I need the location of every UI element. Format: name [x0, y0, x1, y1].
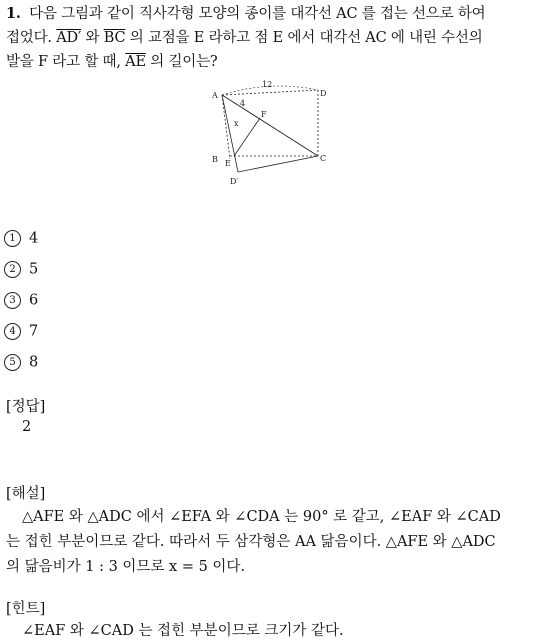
- label-d: D: [320, 89, 327, 98]
- answer-value: 2: [22, 419, 32, 435]
- choice-1-marker: 1: [4, 230, 21, 247]
- question-line-3: 발을 F 라고 할 때, $\overline{AE}$ 의 길이는?: [6, 54, 218, 70]
- label-e: E: [225, 159, 231, 168]
- segment-ad-prime: AD′: [56, 30, 82, 46]
- choice-3-marker: 3: [4, 292, 21, 309]
- choice-3[interactable]: 3 6: [4, 292, 38, 309]
- choice-1[interactable]: 1 4: [4, 230, 38, 247]
- explanation-line-3: 의 닮음비가 1 : 3 이므로 x = 5 이다.: [6, 559, 246, 575]
- question-number: 1.: [6, 5, 21, 22]
- choice-4[interactable]: 4 7: [4, 323, 38, 340]
- choice-5-marker: 5: [4, 354, 21, 371]
- segment-bc: $\overline{BC}$: [103, 30, 126, 46]
- edge-ad: [222, 90, 318, 95]
- hint-heading: [힌트]: [6, 601, 46, 617]
- label-c: C: [320, 154, 327, 163]
- explanation-line-1: △AFE 와 △ADC 에서 ∠EFA 와 ∠CDA 는 90° 로 같고, ∠EAF 와 ∠CAD: [22, 509, 501, 525]
- folded-rectangle-figure: [200, 80, 330, 190]
- label-b: B: [212, 155, 218, 164]
- question-line-1: 1. 다음 그림과 같이 직사각형 모양의 종이를 대각선 AC 를 접는 선으로 하여: [6, 5, 486, 22]
- question-text: [6, 2, 530, 74]
- choice-2[interactable]: 2 5: [4, 261, 38, 278]
- choice-2-marker: 2: [4, 261, 21, 278]
- question-line-2: 접었다. AD′ 와 $\overline{BC}$ 의 교점을 E 라하고 점 E 에서 대각선 AC 에 내린 수선의: [6, 30, 483, 46]
- edge-d-prime-c: [238, 156, 318, 172]
- explanation-text: [6, 505, 532, 580]
- choice-4-marker: 4: [4, 323, 21, 340]
- explanation-heading: [해설]: [6, 486, 46, 502]
- explanation-line-2: 는 접힌 부분이므로 같다. 따라서 두 삼각형은 AA 닮음이다. △AFE 와 △ADC: [6, 534, 496, 550]
- hint-text: ∠EAF 와 ∠CAD 는 접힌 부분이므로 크기가 같다.: [22, 623, 344, 639]
- label-a: A: [212, 91, 218, 100]
- label-d-prime: D′: [230, 177, 239, 186]
- label-4: 4: [240, 99, 246, 108]
- segment-ae: $\overline{AE}$: [125, 54, 146, 70]
- label-f: F: [261, 110, 267, 119]
- label-x: x: [234, 119, 239, 128]
- choice-5[interactable]: 5 8: [4, 354, 38, 371]
- answer-heading: [정답]: [6, 399, 46, 415]
- label-12: 12: [262, 80, 273, 89]
